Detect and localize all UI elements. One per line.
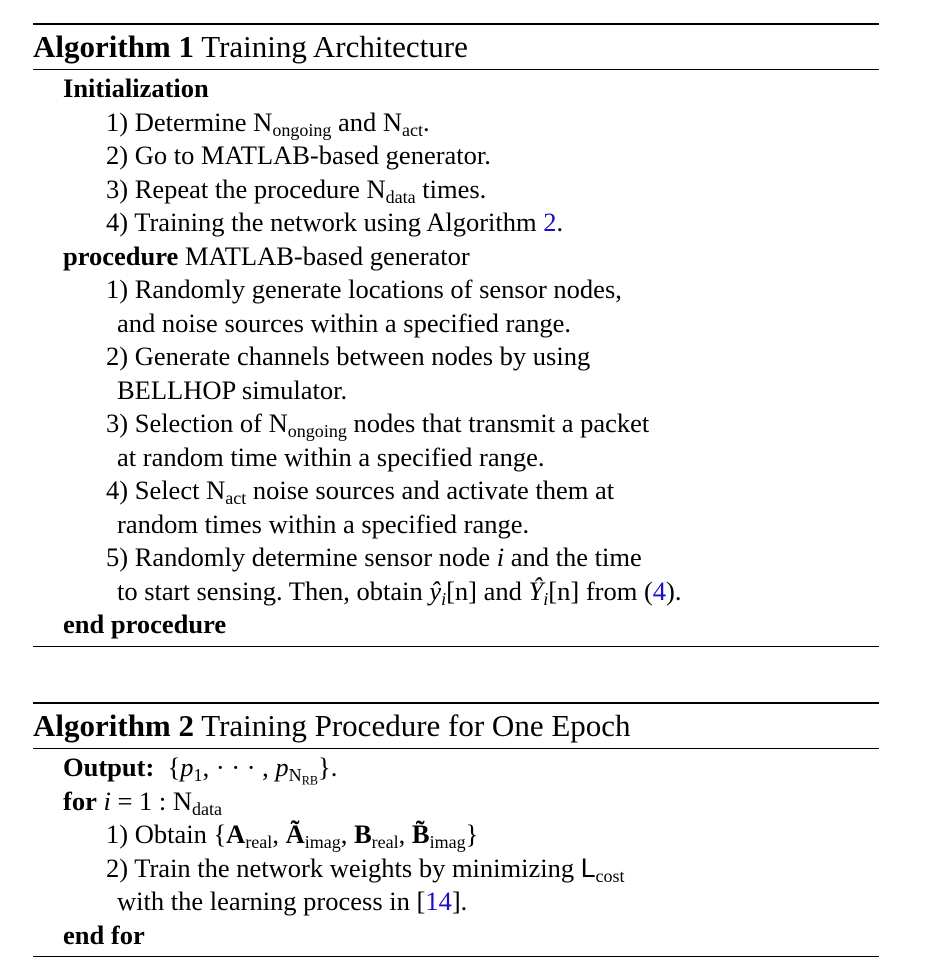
algorithm-1-block	[33, 23, 879, 647]
step-2-line-1	[33, 852, 879, 886]
Y-hat-symbol: Ŷ	[528, 575, 544, 606]
init-step-4	[33, 206, 879, 240]
init-step-3	[33, 173, 879, 207]
a-real-sub: real	[245, 832, 273, 853]
b-real-sub: real	[371, 832, 399, 853]
and-text: and	[477, 575, 529, 606]
Y-hat-arg: [n]	[548, 575, 580, 606]
algorithm-2-name: Training Procedure for One Epoch	[201, 708, 631, 743]
init-step-3-text: 3) Repeat the procedure N	[106, 173, 386, 204]
n-data-sub: data	[385, 186, 416, 207]
a-real-symbol: A	[226, 819, 246, 849]
b-imag-symbol: B̃	[411, 819, 430, 849]
from-text: from (	[579, 575, 653, 606]
step-1-text: 1) Obtain {	[106, 819, 227, 849]
proc-step-4-line-2: random times within a specified range.	[117, 508, 530, 539]
a-imag-sub: imag	[304, 832, 341, 853]
proc-step-1-line-2: and noise sources within a specified range.	[117, 307, 572, 338]
init-step-1-end: .	[423, 106, 430, 137]
init-step-2: 2) Go to MATLAB-based generator.	[106, 140, 491, 170]
proc-step-5-line-2	[33, 575, 879, 609]
output-keyword: Output:	[63, 752, 155, 782]
b-real-symbol: B	[353, 819, 372, 849]
step-1-line: 1) Obtain {$A_{real}$, $Ã_{imag}$, $B_{real}$, $B̃_{imag}$}	[106, 819, 479, 853]
step-2-line-2-text: with the learning process in [	[117, 886, 426, 916]
step-2-text: 2) Train the network weights by minimizing	[106, 852, 581, 883]
procedure-header	[33, 240, 879, 274]
n-act-sub-2: act	[225, 488, 247, 509]
algorithm-2-label: Algorithm 2	[33, 708, 195, 743]
algorithm-1-body	[33, 70, 879, 646]
for-keyword: for	[63, 785, 97, 816]
cost-symbol: L	[580, 852, 596, 883]
init-step-4-text: 4) Training the network using Algorithm	[106, 207, 544, 237]
proc-step-2-line-1: 2) Generate channels between nodes by using	[106, 341, 591, 371]
algorithm-2-ref-link[interactable]: 2	[543, 207, 557, 237]
Y-hat-sub: i	[543, 588, 549, 609]
output-ellipsis: , · · · ,	[202, 752, 276, 782]
proc-step-4-line-1	[33, 474, 879, 508]
algorithm-1-label: Algorithm 1	[33, 29, 195, 64]
proc-step-5-text: 5) Randomly determine sensor node	[106, 542, 497, 572]
p-symbol-1: p	[180, 752, 194, 782]
n-act-sub: act	[402, 119, 424, 140]
p-sub-nrb	[288, 765, 319, 788]
p-sub-1: 1	[193, 765, 203, 786]
step-2-line-2-end: ].	[451, 886, 468, 916]
procedure-keyword: procedure	[63, 240, 179, 271]
proc-step-5-line-2-text: to start sensing. Then, obtain	[117, 575, 430, 606]
step-2-line-2	[33, 885, 879, 919]
y-hat-arg: [n]	[446, 575, 478, 606]
bottom-rule	[33, 956, 879, 957]
proc-step-3-line-1	[33, 407, 879, 441]
proc-step-5-end: and the time	[504, 542, 642, 572]
y-hat-symbol: ŷ	[429, 575, 442, 606]
algorithm-2-body	[33, 749, 879, 956]
end-procedure: end procedure	[63, 609, 227, 639]
cost-sub: cost	[595, 865, 625, 886]
proc-step-3-text: 3) Selection of N	[106, 408, 288, 438]
init-step-1-mid: and N	[331, 106, 403, 137]
init-step-3-end: times.	[415, 173, 487, 204]
output-open-brace: {	[167, 752, 181, 782]
proc-step-5-close: ).	[666, 575, 682, 606]
output-close-brace: }.	[318, 752, 338, 782]
init-step-1	[33, 106, 879, 140]
n-ongoing-sub: ongoing	[272, 119, 332, 140]
step-1-close-brace: }	[465, 819, 479, 849]
algorithm-2-title	[33, 704, 879, 748]
bottom-rule	[33, 646, 879, 647]
proc-step-3-line-2: at random time within a specified range.	[117, 441, 545, 472]
var-i: i	[496, 542, 505, 572]
p-symbol-2: p	[275, 752, 289, 782]
proc-step-4-text: 4) Select N	[106, 475, 226, 505]
proc-step-3-end: nodes that transmit a packet	[346, 408, 650, 438]
end-for: end for	[63, 919, 145, 950]
equation-4-ref-link[interactable]: 4	[652, 575, 667, 606]
n-ongoing-sub-2: ongoing	[287, 421, 347, 442]
init-step-4-end: .	[556, 207, 564, 237]
algorithm-2-block	[33, 702, 879, 957]
proc-step-1-line-1: 1) Randomly generate locations of sensor nodes,	[106, 274, 622, 304]
for-line	[33, 785, 879, 819]
y-hat-sub: i	[441, 588, 447, 609]
p-sub-rb: RB	[301, 773, 319, 788]
b-imag-sub: imag	[429, 832, 466, 853]
p-sub-n: N	[288, 765, 302, 786]
for-range: = 1 : N	[110, 785, 193, 816]
proc-step-2-line-2: BELLHOP simulator.	[117, 374, 348, 405]
for-n-data-sub: data	[192, 798, 223, 819]
citation-14-link[interactable]: 14	[425, 886, 452, 916]
procedure-name: MATLAB-based generator	[184, 240, 470, 271]
for-var-i: i	[103, 785, 111, 816]
output-line	[33, 751, 879, 788]
algorithm-1-name: Training Architecture	[201, 29, 468, 64]
proc-step-5-line-1	[33, 541, 879, 575]
init-step-1-text: 1) Determine N	[106, 106, 273, 137]
a-imag-symbol: Ã	[285, 819, 305, 849]
init-heading: Initialization	[63, 73, 209, 103]
proc-step-4-end: noise sources and activate them at	[246, 475, 615, 505]
algorithm-1-title	[33, 25, 879, 69]
